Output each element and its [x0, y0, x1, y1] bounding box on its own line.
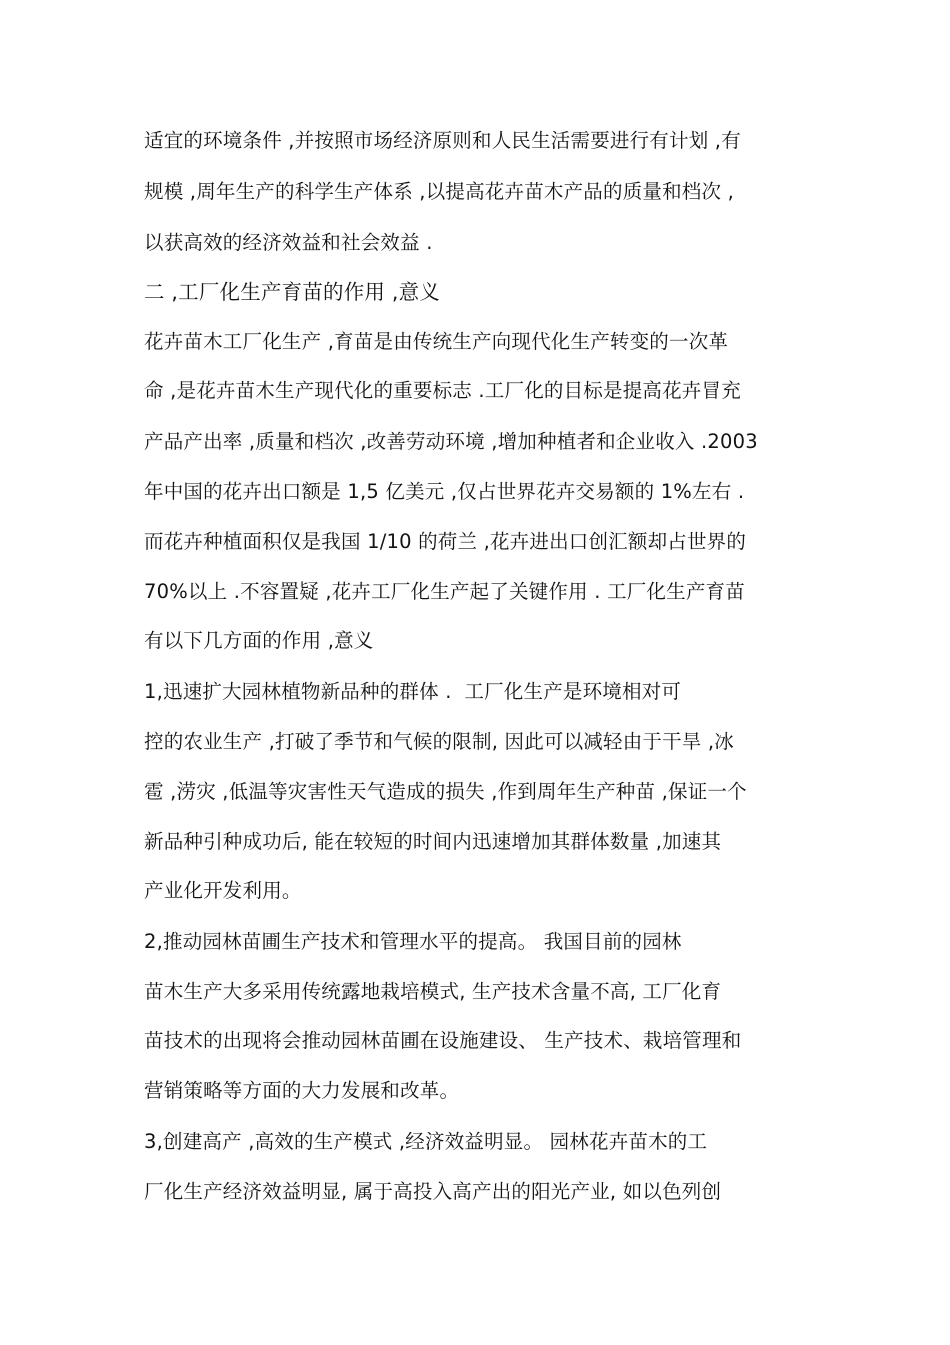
text-line: 控的农业生产 ,打破了季节和气候的限制, 因此可以减轻由于干旱 ,冰 [144, 730, 734, 753]
text-line: 70%以上 .不容置疑 ,花卉工厂化生产起了关键作用 . 工厂化生产育苗 [144, 580, 745, 603]
text-line: 花卉苗木工厂化生产 ,育苗是由传统生产向现代化生产转变的一次革 [144, 330, 729, 353]
text-line: 产业化开发利用。 [144, 879, 302, 902]
text-line: 雹 ,涝灾 ,低温等灾害性天气造成的损失 ,作到周年生产种苗 ,保证一个 [144, 780, 747, 803]
text-line: 以获高效的经济效益和社会效益 . [144, 231, 433, 254]
text-line: 命 ,是花卉苗木生产现代化的重要标志 .工厂化的目标是提高花卉冒充 [144, 379, 741, 402]
text-line: 苗技术的出现将会推动园林苗圃在设施建设、 生产技术、栽培管理和 [144, 1029, 742, 1052]
section-heading: 二 ,工厂化生产育苗的作用 ,意义 [144, 280, 440, 304]
text-line: 产品产出率 ,质量和档次 ,改善劳动环境 ,增加种植者和企业收入 .2003 [144, 430, 758, 453]
text-line: 有以下几方面的作用 ,意义 [144, 629, 374, 652]
text-line: 年中国的花卉出口额是 1,5 亿美元 ,仅占世界花卉交易额的 1%左右 . [144, 480, 745, 503]
text-line: 而花卉种植面积仅是我国 1/10 的荷兰 ,花卉进出口创汇额却占世界的 [144, 530, 747, 553]
text-line: 适宜的环境条件 ,并按照市场经济原则和人民生活需要进行有计划 ,有 [144, 129, 741, 152]
text-line: 苗木生产大多采用传统露地栽培模式, 生产技术含量不高, 工厂化育 [144, 980, 722, 1003]
text-line: 3,创建高产 ,高效的生产模式 ,经济效益明显。 园林花卉苗木的工 [144, 1130, 708, 1153]
text-line: 新品种引种成功后, 能在较短的时间内迅速增加其群体数量 ,加速其 [144, 830, 722, 853]
text-line: 规模 ,周年生产的科学生产体系 ,以提高花卉苗木产品的质量和档次 , [144, 180, 734, 203]
text-line: 1,迅速扩大园林植物新品种的群体 . 工厂化生产是环境相对可 [144, 680, 682, 703]
text-line: 厂化生产经济效益明显, 属于高投入高产出的阳光产业, 如以色列创 [144, 1180, 722, 1203]
text-line: 2,推动园林苗圃生产技术和管理水平的提高。 我国目前的园林 [144, 930, 682, 953]
text-line: 营销策略等方面的大力发展和改革。 [144, 1079, 460, 1102]
